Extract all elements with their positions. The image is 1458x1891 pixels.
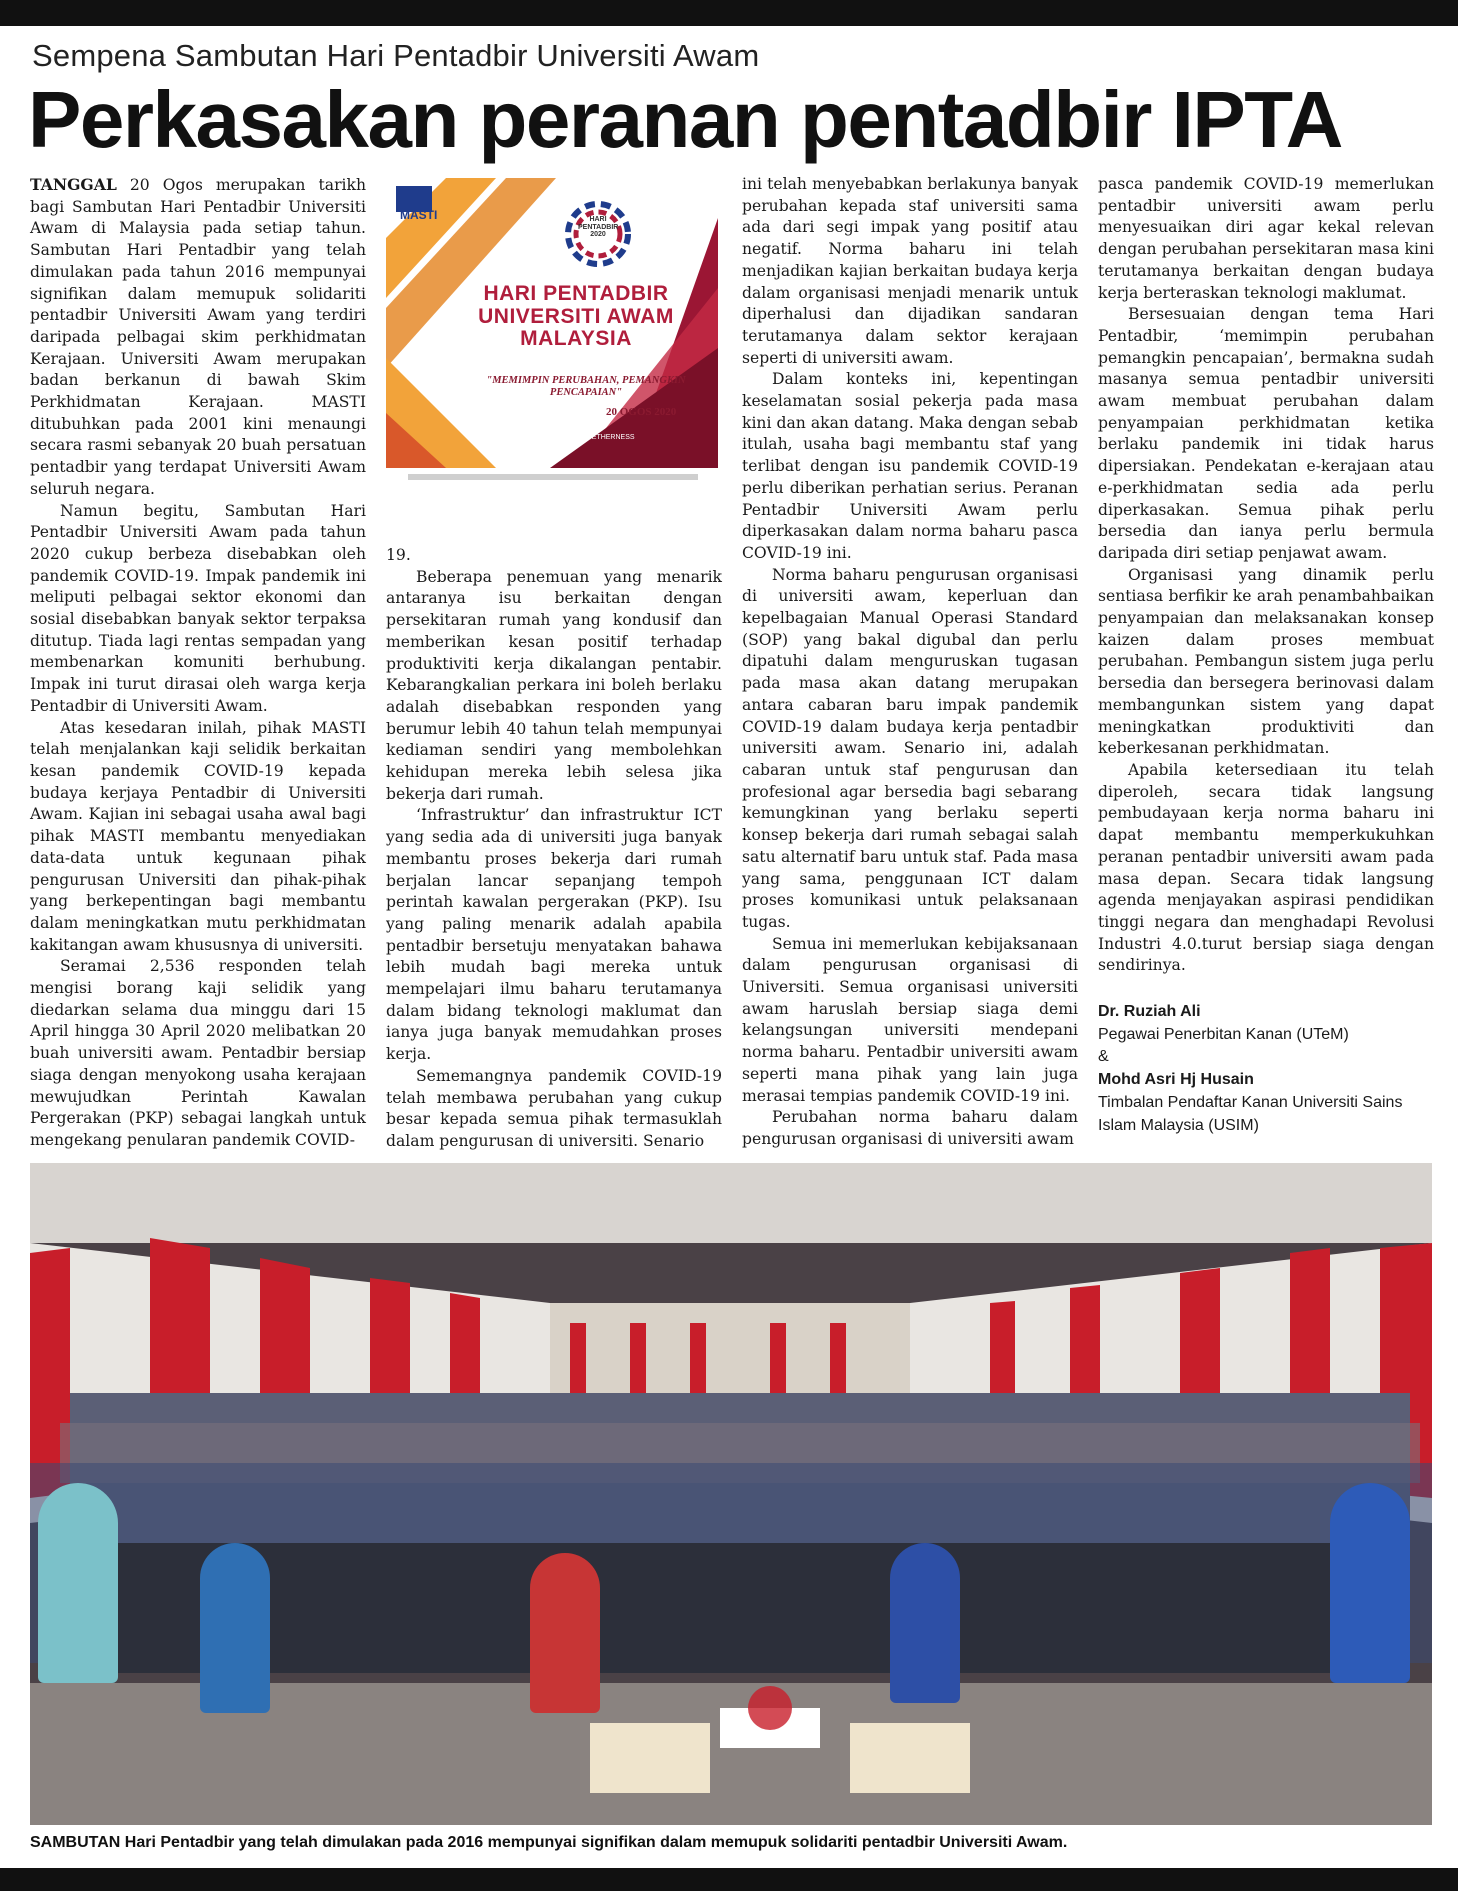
article-column-2 <box>386 545 722 1153</box>
poster-event-logo: HARI PENTADBIR 2020 <box>578 216 619 239</box>
person <box>200 1543 270 1713</box>
person <box>1330 1483 1410 1683</box>
paragraph-continuation: 19. <box>386 546 411 564</box>
author-name: Mohd Asri Hj Husain <box>1098 1071 1254 1089</box>
author-name: Dr. Ruziah Ali <box>1098 1003 1201 1021</box>
caption-lead-word: SAMBUTAN <box>30 1834 121 1851</box>
article-column-3 <box>742 174 1078 1151</box>
article-column-4 <box>1098 174 1434 1137</box>
paragraph-continuation: ini telah menyebabkan berlakunya banyak perubahan kepada staf universiti sama ada dari segi impak yang positif atau negatif. Norma baharu ini telah menjadikan kajian berkaitan budaya kerja dalam organisasi menjadi menarik untuk diperhalusi dan dijadikan sandaran terutamanya dalam sektor kerajaan seperti di universiti awam. <box>742 175 1078 367</box>
lead-paragraph <box>30 174 366 501</box>
poster-title-line: HARI PENTADBIR <box>483 282 669 305</box>
photo-people <box>30 1163 1432 1825</box>
paragraph: Sememangnya pandemik COVID-19 telah membawa perubahan yang cukup besar kepada semua pihak termasuklah dalam pengurusan di universiti. Senario <box>386 1066 722 1150</box>
paragraph: ‘Infrastruktur’ dan infrastruktur ICT yang sedia ada di universiti juga banyak membantu proses bekerja dari rumah berjalan lancar sepanjang tempoh perintah kawalan pergerakan (PKP). Isu yang paling menarik adalah apabila pentadbir bersetuju menyatakan bahawa lebih mudah bagi mereka untuk mempelajari ilmu baharu terutamanya dalam bidang teknologi maklumat dan ianya juga banyak memudahkan proses kerja. <box>386 806 722 1064</box>
paragraph: Beberapa penemuan yang menarik antaranya isu berkaitan dengan persekitaran rumah yang kondusif dan memberikan kesan positif terhadap produktiviti kerja dikalangan pentabir. Kebarangkalian perkara ini boleh berlaku adalah disebabkan responden yang berumur lebih 40 tahun telah mempunyai kediaman sendiri yang membolehkan kehidupan mereka lebih selesa jika bekerja dari rumah. <box>386 567 722 803</box>
paragraph: Dalam konteks ini, kepentingan keselamatan sosial pekerja pada masa kini dan akan datang. Maka dengan sebab itulah, usaha bagi membantu staf yang terlibat dengan isu pandemik COVID-19 perlu diberikan perhatian serius. Peranan Pentadbir Universiti Awam perlu diperkasakan dalam norma baharu pasca COVID-19 ini. <box>742 370 1078 562</box>
paragraph: Norma baharu pengurusan organisasi di universiti awam, keperluan dan kepelbagaian Manual Operasi Standard (SOP) yang bakal digubal dan perlu dipatuhi dalam menguruskan tugasan pada masa akan datang merupakan antara cabaran baru impak pandemik COVID-19 dalam budaya kerja pentadbir universiti awam. Senario ini, adalah cabaran untuk staf pengurusan dan profesional agar bersedia bagi sebarang kemungkinan yang berlaku seperti konsep bekerja dari rumah sebagai salah satu alternatif baru untuk staf. Pada masa yang sama, penggunaan ICT dalam proses komunikasi untuk pelaksanaan tugas. <box>742 565 1078 931</box>
lead-word: TANGGAL <box>30 175 117 194</box>
paragraph: Atas kesedaran inilah, pihak MASTI telah menjalankan kaji selidik berkaitan kesan pandemik COVID-19 kepada budaya kerjaya Pentadbir di Universiti Awam. Kajian ini sebagai usaha awal bagi pihak MASTI membantu menyediakan data-data untuk kegunaan pihak pengurusan Universiti dan pihak-pihak yang berkepentingan bagi membantu dalam meningkatkan mutu perkhidmatan kakitangan awam khususnya di universiti. <box>30 718 366 954</box>
event-poster <box>386 178 718 484</box>
author-byline <box>1098 1001 1434 1137</box>
author-joiner: & <box>1098 1048 1109 1066</box>
paragraph: Bersesuaian dengan tema Hari Pentadbir, ‘memimpin perubahan pemangkin pencapaian’, bermakna sudah masanya semua pentadbir universiti awam membuat perubahan dalam penyampaian perkhidmatan ketika berlaku pandemik ini tidak harus dipersiakan. Pendekatan e-kerajaan atau e-perkhidmatan sedia ada perlu diperkasakan. Semua pihak perlu bersedia dan ianya perlu bermula daripada diri setiap penjawat awam. <box>1098 305 1434 562</box>
bottom-rule <box>0 1868 1458 1891</box>
paragraph: Perubahan norma baharu dalam pengurusan organisasi di universiti awam <box>742 1108 1078 1148</box>
group-photo <box>30 1163 1432 1825</box>
author-role: Pegawai Penerbitan Kanan (UTeM) <box>1098 1025 1349 1043</box>
poster-hashtag: # TOGETHERNESS <box>571 434 635 441</box>
person <box>890 1543 960 1703</box>
top-rule <box>0 0 1458 26</box>
poster-org: MASTI <box>400 208 438 222</box>
person <box>530 1553 600 1713</box>
paragraph-continuation: pasca pandemik COVID-19 memerlukan pentadbir universiti awam perlu menyesuaikan diri agar kekal relevan dengan perubahan persekitaran masa kini terutamanya berkaitan dengan budaya kerja berteraskan teknologi maklumat. <box>1098 175 1434 302</box>
poster-theme: "MEMIMPIN PERUBAHAN, PEMANGKIN PENCAPAIAN" <box>486 375 686 399</box>
paragraph: Apabila ketersediaan itu telah diperoleh, secara tidak langsung pembudayaan kerja norma baharu ini dapat membantu memperkukuhkan peranan pentadbir universiti awam pada masa depan. Secara tidak langsung agenda menjayakan aspirasi pendidikan tinggi negara dan menghadapi Revolusi Industri 4.0.turut bersiap siaga dengan sendirinya. <box>1098 760 1434 975</box>
caption-text: Hari Pentadbir yang telah dimulakan pada 2016 mempunyai signifikan dalam memupuk solidariti pentadbir Universiti Awam. <box>120 1834 1068 1851</box>
paragraph: Organisasi yang dinamik perlu sentiasa berfikir ke arah penambahbaikan penyampaian dan melaksanakan konsep kaizen dalam proses membuat perubahan. Pembangun sistem juga perlu bersedia dan bersegera berinovasi dalam membangunkan sistem yang dapat meningkatkan produktiviti dan keberkesanan perkhidmatan. <box>1098 565 1434 758</box>
paragraph: Seramai 2,536 responden telah mengisi borang kaji selidik yang diedarkan selama dua minggu dari 15 April hingga 30 April 2020 melibatkan 20 buah universiti awam. Pentadbir bersiap siaga dengan menyokong usaha kerajaan mewujudkan Perintah Kawalan Pergerakan (PKP) sebagai langkah untuk mengekang penularan pandemik COVID- <box>30 957 366 1149</box>
poster-title <box>446 283 706 351</box>
lead-text: 20 Ogos merupakan tarikh bagi Sambutan Hari Pentadbir Universiti Awam di Malaysia pada setiap tahun. Sambutan Hari Pentadbir yang telah dimulakan pada tahun 2016 mempunyai signifikan dalam memupuk solidariti pentadbir Universiti Awam yang terdiri daripada pelbagai skim perkhidmatan Kerajaan. Universiti Awam merupakan badan berkanun di bawah Skim Perkhidmatan Kerajaan. MASTI ditubuhkan pada 2001 kini menaungi secara rasmi sebanyak 20 buah persatuan pentadbir yang terdapat Universiti Awam seluruh negara. <box>30 176 366 498</box>
article-column-1 <box>30 174 366 1152</box>
photo-caption <box>30 1834 1432 1852</box>
poster-title-line: UNIVERSITI AWAM <box>478 304 674 328</box>
paragraph: Semua ini memerlukan kebijaksanaan dalam pengurusan organisasi di Universiti. Semua organisasi universiti awam haruslah bersiap siaga demi kelangsungan universiti mendepani norma baharu. Pentadbir universiti awam seperti mana pihak yang lain juga merasai tempias pandemik COVID-19 ini. <box>742 934 1078 1105</box>
paragraph: Namun begitu, Sambutan Hari Pentadbir Universiti Awam pada tahun 2020 cukup berbeza disebabkan oleh pandemik COVID-19. Impak pandemik ini meliputi pelbagai sektor ekonomi dan sosial disebabkan banyak sektor terpaksa ditutup. Tiada lagi rentas sempadan yang membenarkan komuniti berhubung. Impak ini turut dirasai oleh warga kerja Pentadbir di Universiti Awam. <box>30 501 366 715</box>
poster-title-line: MALAYSIA <box>520 327 632 351</box>
person <box>38 1483 118 1683</box>
poster-date: 20 OGOS 2020 <box>606 406 677 418</box>
article-headline: Perkasakan peranan pentadbir IPTA <box>28 75 1342 164</box>
author-role: Timbalan Pendaftar Kanan Universiti Sains Islam Malaysia (USIM) <box>1098 1093 1403 1134</box>
article-kicker: Sempena Sambutan Hari Pentadbir Universiti Awam <box>32 38 760 73</box>
